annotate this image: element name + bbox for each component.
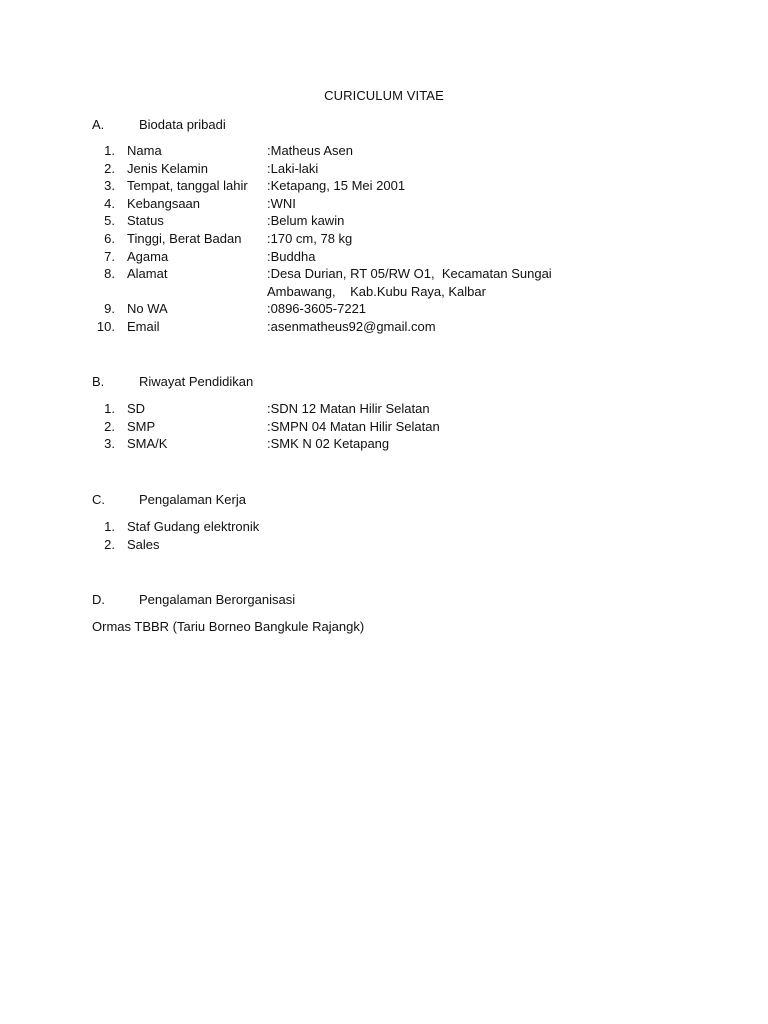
list-item (0, 212, 768, 230)
field-label: Jenis Kelamin (127, 160, 208, 176)
section-title: Biodata pribadi (139, 117, 226, 132)
document-title: CURICULUM VITAE (324, 88, 444, 103)
section-title: Pengalaman Kerja (139, 492, 246, 507)
field-label: Email (127, 318, 160, 334)
list-number: 5. (104, 213, 115, 229)
list-number: 6. (104, 230, 115, 246)
list-number: 8. (104, 266, 115, 282)
list-item (0, 318, 768, 336)
list-item (0, 400, 768, 418)
list-item (0, 142, 768, 160)
list-item (0, 230, 768, 248)
section-b-heading (92, 373, 253, 390)
list-item (0, 300, 768, 318)
address-line-1: :Desa Durian, RT 05/RW O1, Kecamatan Sungai (267, 266, 552, 282)
section-title: Riwayat Pendidikan (139, 374, 254, 389)
section-a-heading (92, 116, 226, 133)
field-label: Status (127, 213, 164, 229)
section-letter: A. (92, 117, 105, 132)
field-label: SD (127, 401, 146, 416)
field-label: SMP (127, 418, 156, 434)
list-number: 10. (96, 318, 115, 334)
list-item (0, 265, 768, 300)
field-value: :SMK N 02 Ketapang (267, 436, 390, 452)
field-value: :Belum kawin (267, 213, 345, 229)
section-title: Pengalaman Berorganisasi (139, 592, 296, 607)
list-number: 2. (104, 418, 115, 434)
field-label: Kebangsaan (127, 195, 201, 211)
field-label: Tinggi, Berat Badan (127, 230, 242, 246)
education-list (0, 400, 768, 453)
list-item (0, 536, 768, 554)
organization-text: Ormas TBBR (Tariu Borneo Bangkule Rajangk) (92, 619, 365, 634)
list-item (0, 195, 768, 213)
section-c-heading (92, 491, 246, 508)
list-item (0, 177, 768, 195)
list-number: 1. (104, 143, 115, 158)
field-label: Tempat, tanggal lahir (127, 178, 248, 194)
item-text: Sales (127, 536, 160, 552)
list-item (0, 435, 768, 453)
biodata-list (0, 142, 768, 336)
list-item (0, 518, 768, 536)
list-item (0, 248, 768, 266)
list-number: 3. (104, 178, 115, 194)
field-value: :Laki-laki (267, 160, 319, 176)
section-letter: C. (92, 492, 105, 507)
field-value (267, 265, 627, 300)
list-number: 3. (104, 436, 115, 452)
field-label: No WA (127, 301, 168, 317)
field-value: :170 cm, 78 kg (267, 230, 353, 246)
field-value: :SMPN 04 Matan Hilir Selatan (267, 418, 440, 434)
list-number: 1. (104, 519, 115, 534)
field-label: Nama (127, 143, 162, 158)
section-letter: B. (92, 374, 105, 389)
field-value: :asenmatheus92@gmail.com (267, 318, 436, 334)
list-number: 4. (104, 195, 115, 211)
field-label: SMA/K (127, 436, 168, 452)
field-label: Alamat (127, 266, 168, 282)
list-number: 2. (104, 160, 115, 176)
list-number: 1. (104, 401, 115, 416)
field-value: :Matheus Asen (267, 143, 353, 158)
section-d-heading (92, 591, 295, 608)
field-value: :Buddha (267, 248, 316, 264)
list-number: 9. (104, 301, 115, 317)
field-value: :SDN 12 Matan Hilir Selatan (267, 401, 430, 416)
address-line-2: Ambawang, Kab.Kubu Raya, Kalbar (267, 283, 486, 299)
list-number: 7. (104, 248, 115, 264)
list-number: 2. (104, 536, 115, 552)
work-experience-list (0, 518, 768, 553)
field-value: :0896-3605-7221 (267, 301, 367, 317)
list-item (0, 160, 768, 178)
field-value: :Ketapang, 15 Mei 2001 (267, 178, 406, 194)
list-item (0, 418, 768, 436)
field-label: Agama (127, 248, 169, 264)
section-letter: D. (92, 592, 105, 607)
field-value: :WNI (267, 195, 296, 211)
item-text: Staf Gudang elektronik (127, 519, 260, 534)
